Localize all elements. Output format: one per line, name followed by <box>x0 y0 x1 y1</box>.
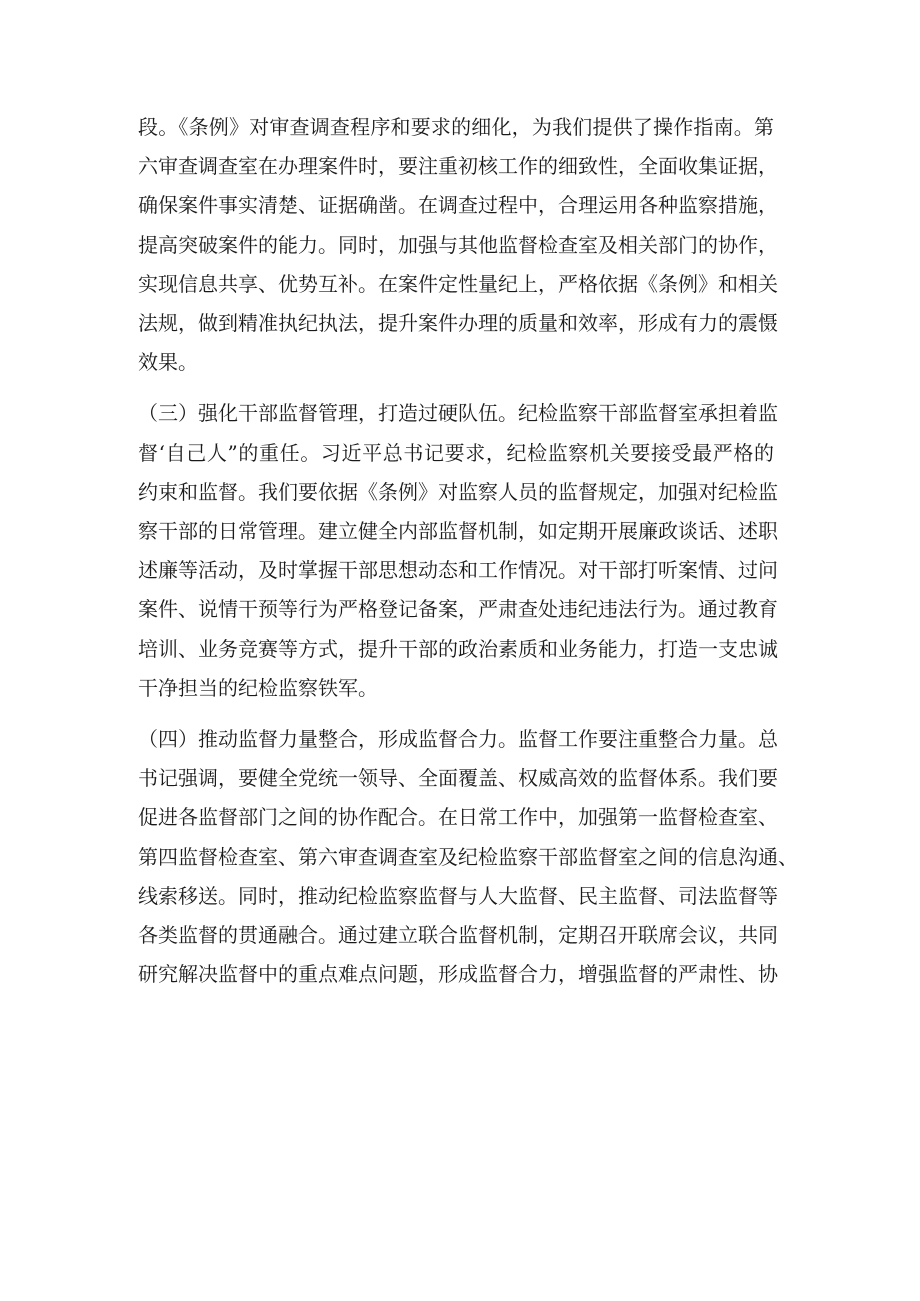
text-line: 干净担当的纪检监察铁军。 <box>138 675 378 700</box>
text-line: （三）强化干部监督管理，打造过硬队伍。纪检监察干部监督室承担着监 <box>138 401 778 426</box>
text-line: 六审查调查室在办理案件时，要注重初核工作的细致性，全面收集证据， <box>138 154 778 179</box>
text-line: 第四监督检查室、第六审查调查室及纪检监察干部监督室之间的信息沟通、 <box>138 844 798 869</box>
text-line: （四）推动监督力量整合，形成监督合力。监督工作要注重整合力量。总 <box>138 727 778 752</box>
text-line: 培训、业务竞赛等方式，提升干部的政治素质和业务能力，打造一支忠诚 <box>138 636 778 661</box>
text-line: 案件、说情干预等行为严格登记备案，严肃查处违纪违法行为。通过教育 <box>138 597 778 622</box>
text-line: 督‘自己人”的重任。习近平总书记要求，纪检监察机关要接受最严格的 <box>138 440 774 465</box>
paragraph-case-handling <box>138 108 778 382</box>
text-line: 实现信息共享、优势互补。在案件定性量纪上，严格依据《条例》和相关 <box>138 271 778 296</box>
text-line: 段。《条例》对审查调查程序和要求的细化，为我们提供了操作指南。第 <box>138 115 774 139</box>
text-line: 促进各监督部门之间的协作配合。在日常工作中，加强第一监督检查室、 <box>138 805 778 830</box>
paragraph-cadre-supervision <box>138 394 778 708</box>
text-line: 法规，做到精准执纪执法，提升案件办理的质量和效率，形成有力的震慑 <box>138 311 778 336</box>
text-line: 察干部的日常管理。建立健全内部监督机制，如定期开展廉政谈话、述职 <box>138 519 778 544</box>
text-line: 提高突破案件的能力。同时，加强与其他监督检查室及相关部门的协作， <box>138 232 778 257</box>
text-line: 确保案件事实清楚、证据确凿。在调查过程中，合理运用各种监察措施， <box>138 193 778 218</box>
text-line: 线索移送。同时，推动纪检监察监督与人大监督、民主监督、司法监督等 <box>138 883 778 908</box>
text-line: 效果。 <box>138 350 198 375</box>
text-line: 书记强调，要健全党统一领导、全面覆盖、权威高效的监督体系。我们要 <box>138 766 778 791</box>
text-line: 各类监督的贯通融合。通过建立联合监督机制，定期召开联席会议，共同 <box>138 923 778 948</box>
text-line: 述廉等活动，及时掌握干部思想动态和工作情况。对干部打听案情、过问 <box>138 558 778 583</box>
paragraph-supervision-integration <box>138 720 798 994</box>
document-body <box>138 108 798 1006</box>
text-line: 约束和监督。我们要依据《条例》对监察人员的监督规定，加强对纪检监 <box>138 479 778 504</box>
text-line: 研究解决监督中的重点难点问题，形成监督合力，增强监督的严肃性、协 <box>138 962 778 987</box>
